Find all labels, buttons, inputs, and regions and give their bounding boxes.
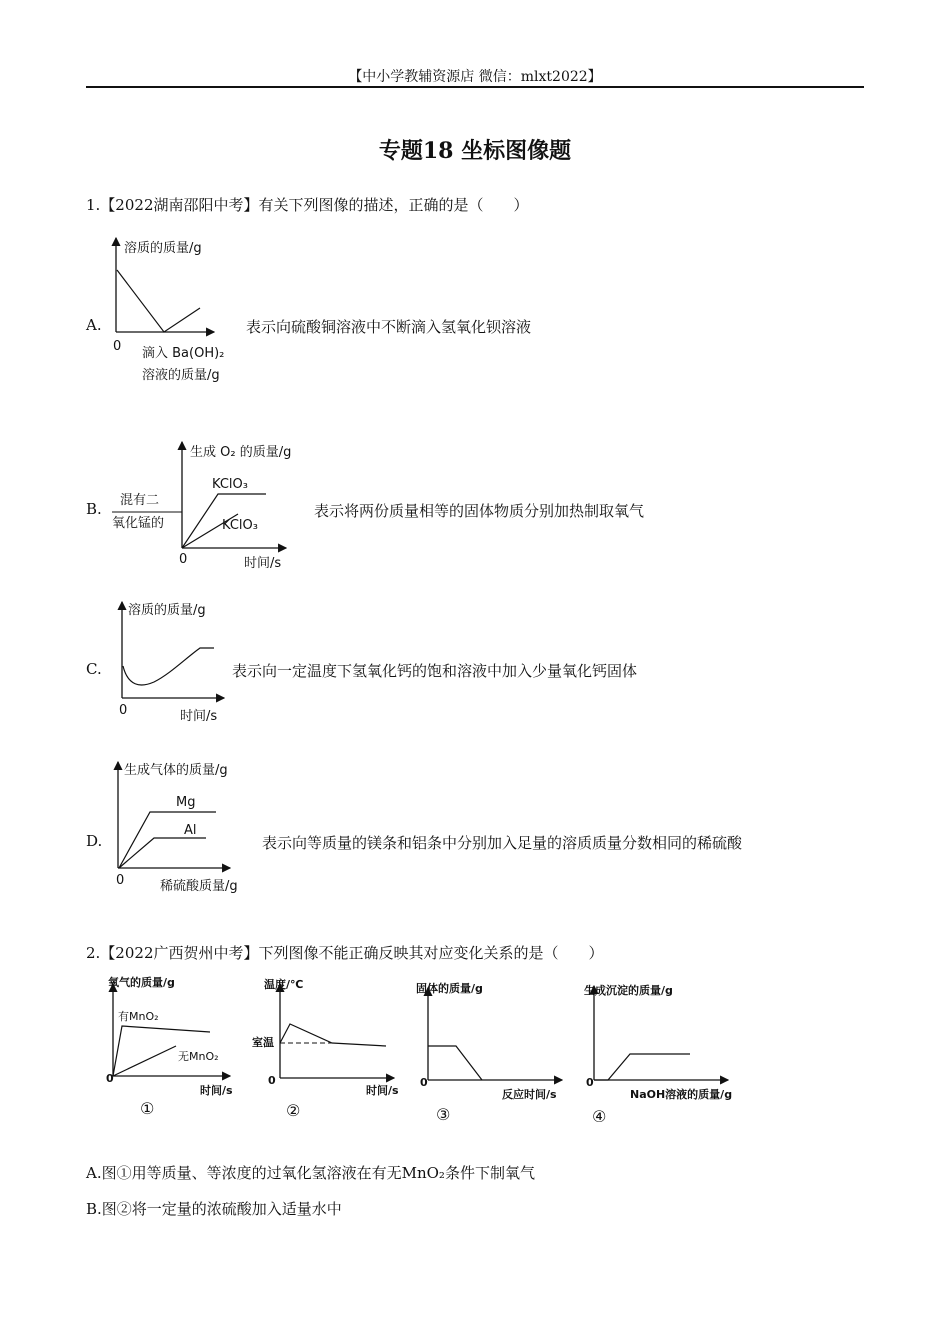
q1b-note-1: 混有二 <box>120 493 160 508</box>
q2g3-ylabel: 固体的质量/g <box>416 982 483 995</box>
q2-option-a-text: 图①用等质量、等浓度的过氧化氢溶液在有无MnO₂条件下制氧气 <box>101 1164 535 1182</box>
q1-graph-d <box>106 756 266 896</box>
q1c-xlabel: 时间/s <box>180 709 218 724</box>
q2-graph-3 <box>412 972 574 1122</box>
q1a-solute-curve <box>117 270 200 332</box>
q2g3-solid-curve <box>428 1046 482 1080</box>
q1d-al-line <box>119 838 206 868</box>
q1-option-a-desc: 表示向硫酸铜溶液中不断滴入氢氧化钡溶液 <box>246 318 532 336</box>
q2g2-ylabel: 温度/℃ <box>264 978 304 991</box>
q1c-ylabel: 溶质的质量/g <box>128 603 206 618</box>
q1b-note-2: 氧化锰的 <box>112 516 165 531</box>
q1b-ylabel: 生成 O₂ 的质量/g <box>190 445 292 460</box>
q1-option-b-desc: 表示将两份质量相等的固体物质分别加热制取氧气 <box>314 502 645 520</box>
q1b-line2-label: KClO₃ <box>222 518 258 533</box>
page-header: 【中小学教辅资源店 微信：mlxt2022】 <box>348 69 602 85</box>
q1d-line2-label: Al <box>184 823 197 838</box>
q1d-mg-line <box>119 812 216 868</box>
q2-option-a <box>86 1162 535 1183</box>
q1a-origin: 0 <box>113 339 122 354</box>
q2g2-note: 室温 <box>252 1036 274 1049</box>
q2g1-without-mno2-line <box>113 1046 176 1076</box>
q1c-origin: 0 <box>119 703 128 718</box>
q2g3-origin: 0 <box>420 1076 428 1089</box>
q2g3-xlabel: 反应时间/s <box>502 1088 557 1101</box>
q2g3-number: ③ <box>436 1105 451 1122</box>
header-rule <box>86 86 864 88</box>
q1-option-b-label: B. <box>86 500 102 518</box>
q2g2-temp-curve <box>280 1024 386 1046</box>
q1a-xlabel-1: 滴入 Ba(OH)₂ <box>142 346 225 361</box>
q1a-xlabel-2: 溶液的质量/g <box>142 368 220 383</box>
q1-option-d-desc: 表示向等质量的镁条和铝条中分别加入足量的溶质质量分数相同的稀硫酸 <box>262 834 743 852</box>
q2g1-number: ① <box>140 1099 155 1118</box>
q2-graph-4 <box>578 972 748 1122</box>
q2-graph-1 <box>98 972 248 1122</box>
q1b-line1-label: KClO₃ <box>212 477 248 492</box>
q2g1-xlabel: 时间/s <box>200 1084 233 1097</box>
q1b-xlabel: 时间/s <box>244 556 282 571</box>
q1d-xlabel: 稀硫酸质量/g <box>160 879 238 894</box>
page-title: 专题18 坐标图像题 <box>378 138 572 164</box>
q2-option-b <box>86 1198 342 1219</box>
q1-option-a-label: A. <box>86 316 102 334</box>
q1-graph-c <box>108 596 238 726</box>
q2g4-number: ④ <box>592 1107 607 1122</box>
q2-graph-2 <box>250 972 410 1122</box>
q1c-curve <box>123 648 214 685</box>
q1d-ylabel: 生成气体的质量/g <box>124 763 228 778</box>
q2g2-xlabel: 时间/s <box>366 1084 399 1097</box>
q2g1-ylabel: 氧气的质量/g <box>108 976 175 989</box>
q2g4-xlabel: NaOH溶液的质量/g <box>630 1088 733 1101</box>
question-2-stem: 2.【2022广西贺州中考】下列图像不能正确反映其对应变化关系的是（ ） <box>86 944 604 962</box>
q2g2-number: ② <box>286 1101 301 1120</box>
q1-option-c-label: C. <box>86 660 102 678</box>
question-1-stem: 1.【2022湖南邵阳中考】有关下列图像的描述，正确的是（ ） <box>86 196 529 214</box>
q1d-line1-label: Mg <box>176 795 196 810</box>
q2-option-b-text: 图②将一定量的浓硫酸加入适量水中 <box>101 1200 342 1218</box>
q2g1-origin: 0 <box>106 1072 114 1085</box>
q2g1-line1-label: 有MnO₂ <box>118 1010 159 1023</box>
q1-option-c-desc: 表示向一定温度下氢氧化钙的饱和溶液中加入少量氧化钙固体 <box>232 662 638 680</box>
q2g4-origin: 0 <box>586 1076 594 1089</box>
q1-graph-a <box>104 234 244 384</box>
q2g2-origin: 0 <box>268 1074 276 1087</box>
q1a-ylabel: 溶质的质量/g <box>124 241 202 256</box>
q1-graph-b <box>108 436 308 572</box>
q1b-origin: 0 <box>179 552 188 567</box>
q1-option-d-label: D. <box>86 832 103 850</box>
q2g4-ylabel: 生成沉淀的质量/g <box>584 984 673 997</box>
q2-option-a-label: A. <box>86 1164 102 1182</box>
q2-option-b-label: B. <box>86 1200 102 1218</box>
q2g1-line2-label: 无MnO₂ <box>178 1050 219 1063</box>
q1d-origin: 0 <box>116 873 125 888</box>
q2g4-precipitate-curve <box>594 1054 690 1080</box>
